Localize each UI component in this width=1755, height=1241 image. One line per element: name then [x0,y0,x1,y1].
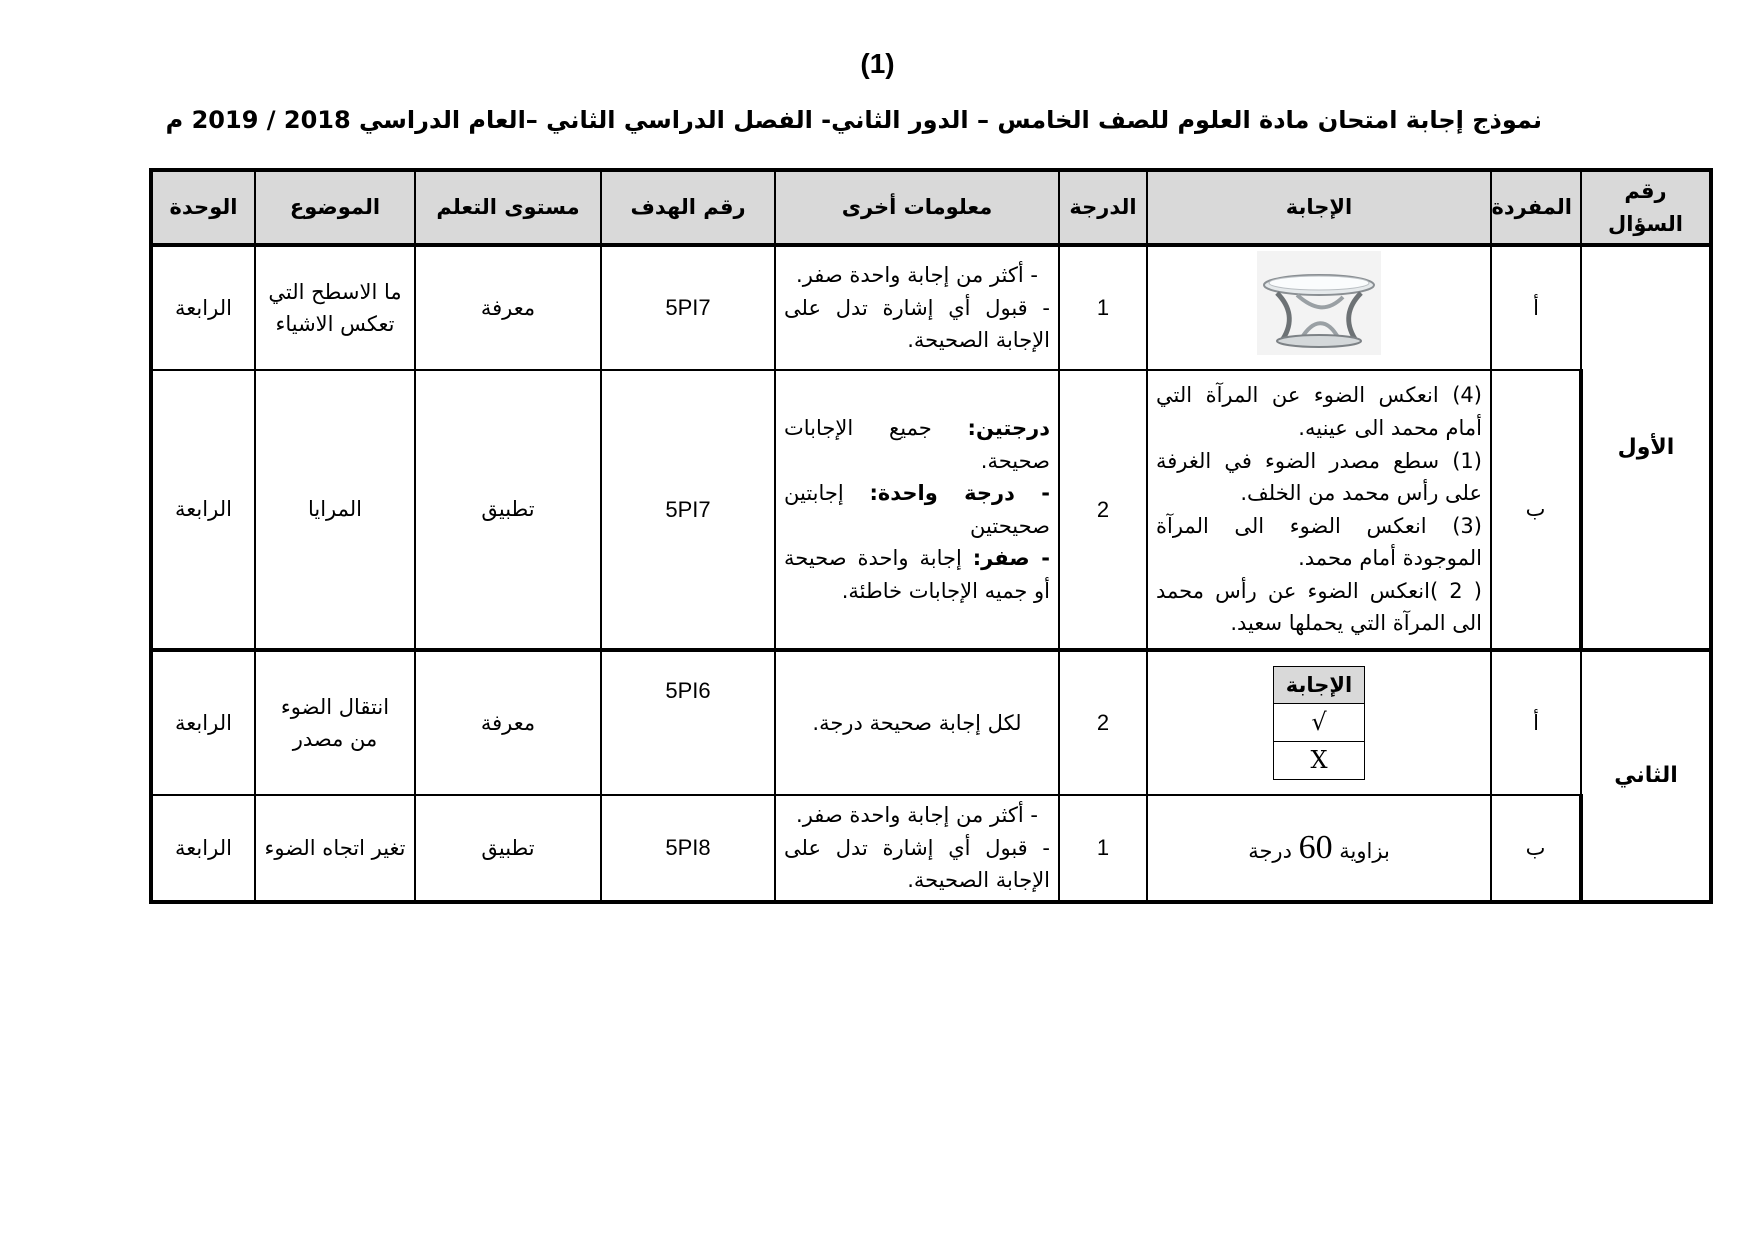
notes-cell [775,795,1059,902]
objective-cell: 5PI7 [601,370,775,650]
answer-line: ( 2 )انعكس الضوء عن رأس محمد الى المرآة التي يحملها سعيد. [1156,578,1482,636]
level-cell: تطبيق [415,370,601,650]
note-line: - قبول أي إشارة تدل على الإجابة الصحيحة. [784,295,1050,353]
answer-cell [1147,370,1491,650]
column-header: الوحدة [151,170,255,245]
column-header: مستوى التعلم [415,170,601,245]
mini-table-header: الإجابة [1274,666,1365,703]
check-mark-cell: √ [1274,703,1365,741]
unit-cell: الرابعة [151,795,255,902]
answer-cell [1147,650,1491,795]
table-row [151,650,1711,795]
level-cell: معرفة [415,650,601,795]
objective-cell: 5PI7 [601,245,775,370]
question-label: الأول [1617,434,1675,460]
column-header: رقم السؤال [1581,170,1711,245]
answer-line: (3) انعكس الضوء الى المرآة الموجودة أمام محمد. [1156,513,1482,571]
topic-cell: تغير اتجاه الضوء [255,795,415,902]
cross-mark-cell: X [1274,742,1365,780]
page-number: (1) [860,48,895,79]
unit-cell: الرابعة [151,370,255,650]
item-cell: أ [1491,245,1581,370]
topic-cell: المرايا [255,370,415,650]
notes-cell [775,370,1059,650]
note-line: - صفر: إجابة واحدة صحيحة أو جميه الإجابات خاطئة. [784,546,1050,603]
note-line: درجتين: جميع الإجابات صحيحة. [784,415,1050,473]
column-header: الدرجة [1059,170,1147,245]
table-header-row [151,170,1711,245]
notes-cell [775,245,1059,370]
column-header: الإجابة [1147,170,1491,245]
item-cell: ب [1491,370,1581,650]
item-cell: أ [1491,650,1581,795]
note-line: - قبول أي إشارة تدل على الإجابة الصحيحة. [784,835,1050,893]
angle-value: 60 [1298,828,1333,866]
topic-cell: انتقال الضوء من مصدر [255,650,415,795]
column-header: الموضوع [255,170,415,245]
topic-cell: ما الاسطح التي تعكس الاشياء [255,245,415,370]
answer-line: (4) انعكس الضوء عن المرآة التي أمام محمد الى عينيه. [1156,383,1482,440]
question-label: الثاني [1614,762,1678,788]
table-row [151,795,1711,902]
answer-key-table [149,168,1713,904]
notes-cell [775,650,1059,795]
objective-cell: 5PI8 [601,795,775,902]
table-row [151,245,1711,370]
level-cell: تطبيق [415,795,601,902]
level-cell: معرفة [415,245,601,370]
note-line: - أكثر من إجابة واحدة صفر. [796,263,1038,288]
grade-cell: 2 [1059,650,1147,795]
objective-cell: 5PI6 [601,650,775,795]
grade-cell: 2 [1059,370,1147,650]
question-number-cell [1581,245,1711,650]
note-line: - أكثر من إجابة واحدة صفر. [796,803,1038,828]
grade-cell: 1 [1059,245,1147,370]
item-cell: ب [1491,795,1581,902]
table-row [151,370,1711,650]
note-line: لكل إجابة صحيحة درجة. [812,710,1022,735]
column-header: رقم الهدف [601,170,775,245]
column-header: معلومات أخرى [775,170,1059,245]
answer-cell [1147,795,1491,902]
answer-suffix: درجة [1248,838,1292,863]
document-title: نموذج إجابة امتحان مادة العلوم للصف الخامس – الدور الثاني- الفصل الدراسي الثاني –العام الدراسي 2018 / 2019 م [165,106,1542,134]
note-line: - درجة واحدة: إجابتين صحيحتين [784,481,1050,538]
question-number-cell [1581,650,1711,902]
answer-line: (1) سطع مصدر الضوء في الغرفة على رأس محمد من الخلف. [1156,448,1482,506]
answer-prefix: بزاوية [1339,838,1390,863]
column-header: المفردة [1491,170,1581,245]
grade-cell: 1 [1059,795,1147,902]
glass-table-image [1257,251,1381,355]
unit-cell: الرابعة [151,245,255,370]
answer-mini-table [1273,666,1365,780]
answer-cell [1147,245,1491,370]
unit-cell: الرابعة [151,650,255,795]
